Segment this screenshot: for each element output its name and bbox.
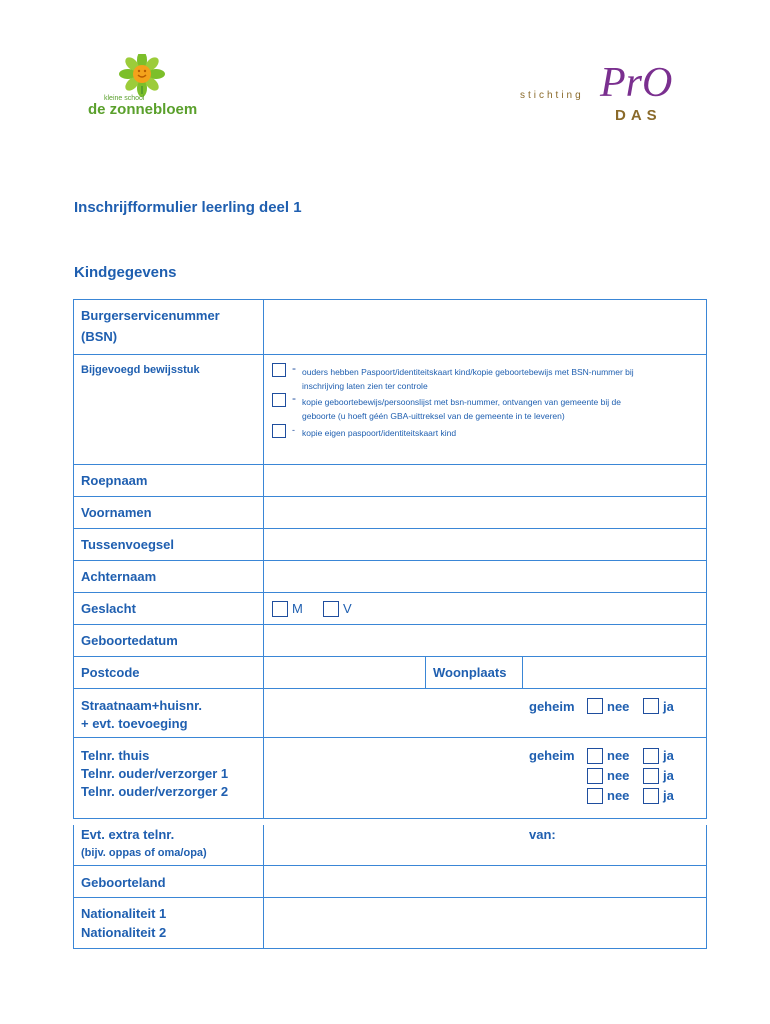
section-title: Kindgegevens (74, 264, 177, 281)
tussenvoegsel-label: Tussenvoegsel (81, 537, 174, 552)
logo-brand-sub-text: DAS (615, 107, 662, 124)
logo-brand-text: de zonnebloem (88, 101, 198, 118)
tel-thuis-nee-label: nee (607, 748, 630, 763)
nationaliteit1-label: Nationaliteit 1 (81, 906, 167, 921)
gender-m-checkbox[interactable] (272, 601, 288, 617)
proof-option-2-bullet: - (292, 391, 296, 405)
straat-geheim-ja-label: ja (663, 699, 674, 714)
extra-tel-label: Evt. extra telnr. (81, 827, 175, 842)
geslacht-label: Geslacht (81, 601, 136, 616)
tel-thuis-label: Telnr. thuis (81, 748, 150, 763)
tel-thuis-ja-label: ja (663, 748, 674, 763)
gender-v-checkbox[interactable] (323, 601, 339, 617)
woonplaats-input[interactable] (522, 656, 707, 689)
tel-ouder2-nee-label: nee (607, 788, 630, 803)
tel-ouder2-label: Telnr. ouder/verzorger 2 (81, 784, 229, 799)
voornamen-label: Voornamen (81, 505, 152, 520)
bsn-label: Burgerservicenummer (81, 308, 220, 323)
registration-form (73, 299, 707, 949)
geboortedatum-label: Geboortedatum (81, 633, 178, 648)
achternaam-input[interactable] (263, 560, 707, 593)
proof-option-3-bullet: - (292, 425, 295, 435)
proof-option-1-bullet: - (292, 361, 296, 375)
nationaliteit-input[interactable] (263, 897, 707, 949)
geboorteland-label: Geboorteland (81, 875, 166, 890)
straat-geheim-nee-label: nee (607, 699, 630, 714)
tel-geheim-label: geheim (529, 748, 575, 763)
logo-de-zonnebloem (86, 54, 202, 124)
nationaliteit2-label: Nationaliteit 2 (81, 925, 167, 940)
proof-option-2-text-cont: geboorte (u hoeft géén GBA-uittreksel van de gemeente in te leveren) (302, 411, 565, 421)
logo-small-text: kleine school (104, 95, 145, 102)
tel-thuis-ja-checkbox[interactable] (643, 748, 659, 764)
geboortedatum-input[interactable] (263, 624, 707, 657)
straat-geheim-ja-checkbox[interactable] (643, 698, 659, 714)
sunflower-icon (86, 54, 202, 124)
extra-tel-van-label: van: (529, 827, 556, 842)
proof-option-1-checkbox[interactable] (272, 363, 286, 377)
woonplaats-label: Woonplaats (433, 665, 507, 680)
tel-ouder2-nee-checkbox[interactable] (587, 788, 603, 804)
straat-geheim-nee-checkbox[interactable] (587, 698, 603, 714)
proof-label: Bijgevoegd bewijsstuk (81, 364, 200, 376)
roepnaam-label: Roepnaam (81, 473, 148, 488)
proof-option-1-text: ouders hebben Paspoort/identiteitskaart kind/kopie geboortebewijs met BSN-nummer bij (302, 367, 634, 377)
gender-m-label: M (292, 601, 303, 616)
tel-ouder2-ja-checkbox[interactable] (643, 788, 659, 804)
gender-v-label: V (343, 601, 352, 616)
proof-option-3-checkbox[interactable] (272, 424, 286, 438)
extra-tel-input[interactable] (263, 825, 707, 866)
proof-option-3-text: kopie eigen paspoort/identiteitskaart kind (302, 428, 457, 438)
tel-ouder1-nee-checkbox[interactable] (587, 768, 603, 784)
roepnaam-input[interactable] (263, 464, 707, 497)
straat-label: Straatnaam+huisnr. (81, 698, 203, 713)
document-title: Inschrijfformulier leerling deel 1 (74, 199, 302, 216)
straat-input[interactable] (263, 688, 707, 738)
tussenvoegsel-input[interactable] (263, 528, 707, 561)
tel-ouder2-ja-label: ja (663, 788, 674, 803)
telefoon-input[interactable] (263, 737, 707, 819)
bsn-input-cell[interactable] (263, 299, 707, 355)
tel-ouder1-nee-label: nee (607, 768, 630, 783)
tel-ouder1-ja-label: ja (663, 768, 674, 783)
straat-label-cont: + evt. toevoeging (81, 716, 188, 731)
postcode-label: Postcode (81, 665, 140, 680)
logo-stichting-prodas (520, 50, 700, 128)
tel-ouder1-ja-checkbox[interactable] (643, 768, 659, 784)
voornamen-input[interactable] (263, 496, 707, 529)
achternaam-label: Achternaam (81, 569, 157, 584)
proof-option-2-checkbox[interactable] (272, 393, 286, 407)
logo-brand-main-text: PrO (600, 60, 673, 106)
extra-tel-hint: (bijv. oppas of oma/opa) (81, 847, 207, 859)
proof-option-1-text-cont: inschrijving laten zien ter controle (302, 381, 428, 391)
tel-thuis-nee-checkbox[interactable] (587, 748, 603, 764)
logo-prefix-text: stichting (520, 90, 584, 101)
tel-ouder1-label: Telnr. ouder/verzorger 1 (81, 766, 229, 781)
proof-option-2-text: kopie geboortebewijs/persoonslijst met bsn-nummer, ontvangen van gemeente bij de (302, 397, 621, 407)
geboorteland-input[interactable] (263, 865, 707, 898)
straat-geheim-label: geheim (529, 699, 575, 714)
postcode-input[interactable] (263, 656, 426, 689)
bsn-label-abbr: (BSN) (81, 329, 118, 344)
